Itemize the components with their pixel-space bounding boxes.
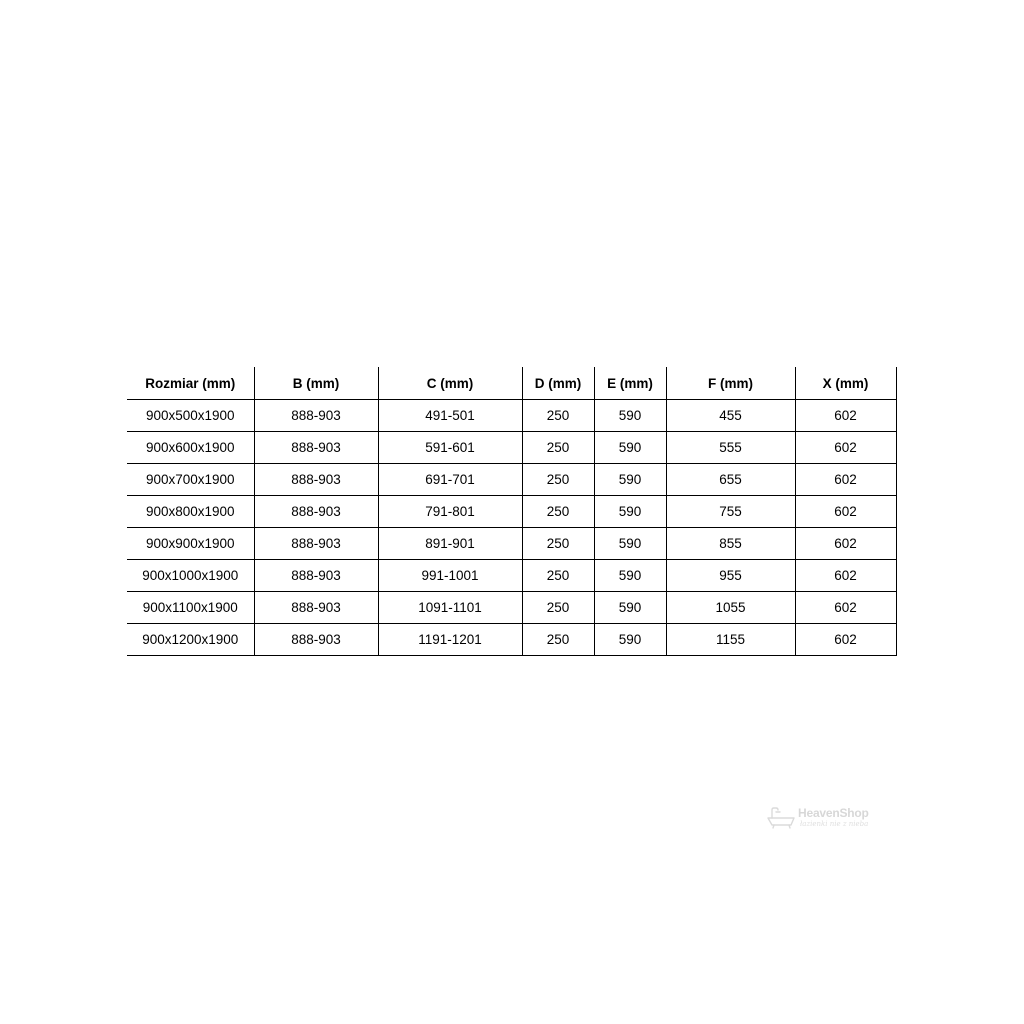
- cell-d: 250: [522, 624, 594, 656]
- column-header-d: D (mm): [522, 367, 594, 400]
- table-row: [127, 560, 896, 592]
- cell-b: 888-903: [254, 528, 378, 560]
- table-row: [127, 464, 896, 496]
- cell-x: 602: [795, 496, 896, 528]
- cell-x: 602: [795, 464, 896, 496]
- cell-d: 250: [522, 560, 594, 592]
- table-row: [127, 624, 896, 656]
- cell-b: 888-903: [254, 432, 378, 464]
- cell-e: 590: [594, 592, 666, 624]
- cell-x: 602: [795, 528, 896, 560]
- cell-b: 888-903: [254, 592, 378, 624]
- cell-rozmiar: 900x700x1900: [127, 464, 254, 496]
- cell-c: 691-701: [378, 464, 522, 496]
- cell-e: 590: [594, 624, 666, 656]
- cell-rozmiar: 900x1200x1900: [127, 624, 254, 656]
- cell-rozmiar: 900x500x1900: [127, 400, 254, 432]
- cell-c: 491-501: [378, 400, 522, 432]
- cell-d: 250: [522, 496, 594, 528]
- column-header-e: E (mm): [594, 367, 666, 400]
- watermark-tagline: łazienki nie z nieba: [800, 820, 869, 828]
- cell-c: 891-901: [378, 528, 522, 560]
- cell-rozmiar: 900x1000x1900: [127, 560, 254, 592]
- table-row: [127, 528, 896, 560]
- cell-d: 250: [522, 528, 594, 560]
- cell-e: 590: [594, 400, 666, 432]
- cell-x: 602: [795, 624, 896, 656]
- cell-b: 888-903: [254, 496, 378, 528]
- cell-d: 250: [522, 464, 594, 496]
- cell-b: 888-903: [254, 624, 378, 656]
- cell-e: 590: [594, 496, 666, 528]
- cell-e: 590: [594, 560, 666, 592]
- cell-x: 602: [795, 400, 896, 432]
- cell-rozmiar: 900x900x1900: [127, 528, 254, 560]
- cell-d: 250: [522, 400, 594, 432]
- column-header-f: F (mm): [666, 367, 795, 400]
- table-header-row: [127, 367, 896, 400]
- cell-f: 955: [666, 560, 795, 592]
- table-row: [127, 592, 896, 624]
- cell-f: 855: [666, 528, 795, 560]
- cell-e: 590: [594, 528, 666, 560]
- cell-rozmiar: 900x600x1900: [127, 432, 254, 464]
- cell-x: 602: [795, 560, 896, 592]
- column-header-rozmiar: Rozmiar (mm): [127, 367, 254, 400]
- column-header-x: X (mm): [795, 367, 896, 400]
- cell-f: 655: [666, 464, 795, 496]
- cell-f: 1055: [666, 592, 795, 624]
- cell-f: 455: [666, 400, 795, 432]
- cell-c: 591-601: [378, 432, 522, 464]
- table-row: [127, 400, 896, 432]
- cell-x: 602: [795, 592, 896, 624]
- table-row: [127, 496, 896, 528]
- column-header-c: C (mm): [378, 367, 522, 400]
- cell-rozmiar: 900x1100x1900: [127, 592, 254, 624]
- cell-x: 602: [795, 432, 896, 464]
- heavenshop-watermark: [766, 804, 878, 834]
- bathtub-icon: [766, 806, 796, 830]
- cell-e: 590: [594, 464, 666, 496]
- cell-rozmiar: 900x800x1900: [127, 496, 254, 528]
- cell-d: 250: [522, 592, 594, 624]
- cell-b: 888-903: [254, 464, 378, 496]
- cell-d: 250: [522, 432, 594, 464]
- cell-c: 991-1001: [378, 560, 522, 592]
- cell-b: 888-903: [254, 400, 378, 432]
- cell-f: 1155: [666, 624, 795, 656]
- cell-c: 1191-1201: [378, 624, 522, 656]
- cell-c: 791-801: [378, 496, 522, 528]
- dimensions-table: [127, 367, 897, 656]
- watermark-brand-name: HeavenShop: [798, 806, 869, 820]
- cell-e: 590: [594, 432, 666, 464]
- cell-f: 755: [666, 496, 795, 528]
- cell-f: 555: [666, 432, 795, 464]
- cell-b: 888-903: [254, 560, 378, 592]
- cell-c: 1091-1101: [378, 592, 522, 624]
- table-row: [127, 432, 896, 464]
- column-header-b: B (mm): [254, 367, 378, 400]
